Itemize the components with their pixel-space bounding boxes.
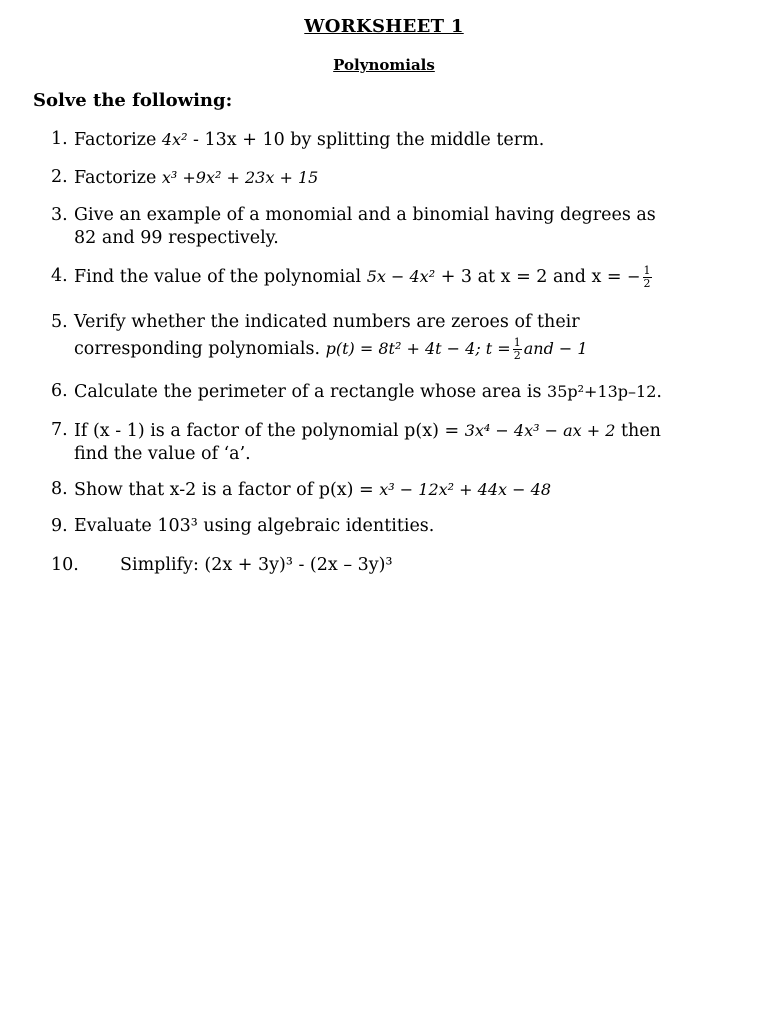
question-number: 2. [51,167,68,187]
question-7 [51,419,741,466]
math-expression: x³ − 12x² + 44x − 48 [379,480,551,499]
question-number: 4. [51,266,68,286]
math-expression: x³ +9x² + 23x + 15 [161,168,319,187]
question-10 [51,554,741,577]
question-8 [51,478,741,502]
question-2 [51,166,741,190]
question-1 [51,128,741,152]
question-text: Simplify: (2x + 3y)³ - (2x – 3y)³ [120,555,393,575]
math-expression: 4x² [161,130,188,149]
question-4 [51,265,741,290]
question-6 [51,380,741,404]
question-text: Factorize 4x² - 13x + 10 by splitting the middle term. [74,130,545,150]
math-expression: 35p²+13p–12 [547,382,657,401]
question-number: 8. [51,479,68,499]
question-text: Find the value of the polynomial 5x − 4x² + 3 at x = 2 and x = − $\frac{1}{2}$ [74,264,651,290]
question-number: 10. [51,555,79,575]
question-9 [51,515,741,538]
question-number: 7. [51,420,68,440]
question-text: Show that x-2 is a factor of p(x) = x³ − 12x² + 44x − 48 [74,480,551,500]
question-number: 1. [51,129,68,149]
question-text: Calculate the perimeter of a rectangle whose area is 35p²+13p–12. [74,382,662,402]
question-text: Evaluate 103³ using algebraic identities. [74,516,435,536]
question-text: Factorize x³ +9x² + 23x + 15 [74,168,319,188]
question-number: 5. [51,312,68,332]
fraction: $\frac{1}{2}$ [513,336,521,362]
question-text: Give an example of a monomial and a binomial having degrees as 82 and 99 respectively. [74,205,656,248]
worksheet-title: WORKSHEET 1 [304,16,464,37]
question-number: 9. [51,516,68,536]
worksheet-subtitle: Polynomials [333,56,435,74]
math-expression: p(t) = 8t² + 4t − 4; t = [325,339,511,358]
math-expression: 3x⁴ − 4x³ − ax + 2 [464,421,616,440]
question-3 [51,204,741,250]
question-number: 6. [51,381,68,401]
math-expression: 5x − 4x² [366,267,436,286]
question-number: 3. [51,205,68,225]
question-text: Verify whether the indicated numbers are zeroes of their corresponding polynomials. p(t) = 8t² + 4t − 4; t = $\frac{1}{2}$ and − 1 [74,312,588,362]
instruction-heading: Solve the following: [33,90,233,111]
fraction: $\frac{1}{2}$ [643,264,651,290]
question-text: If (x - 1) is a factor of the polynomial p(x) = 3x⁴ − 4x³ − ax + 2 then find the value of ‘a’. [74,421,661,464]
question-5 [51,311,741,362]
